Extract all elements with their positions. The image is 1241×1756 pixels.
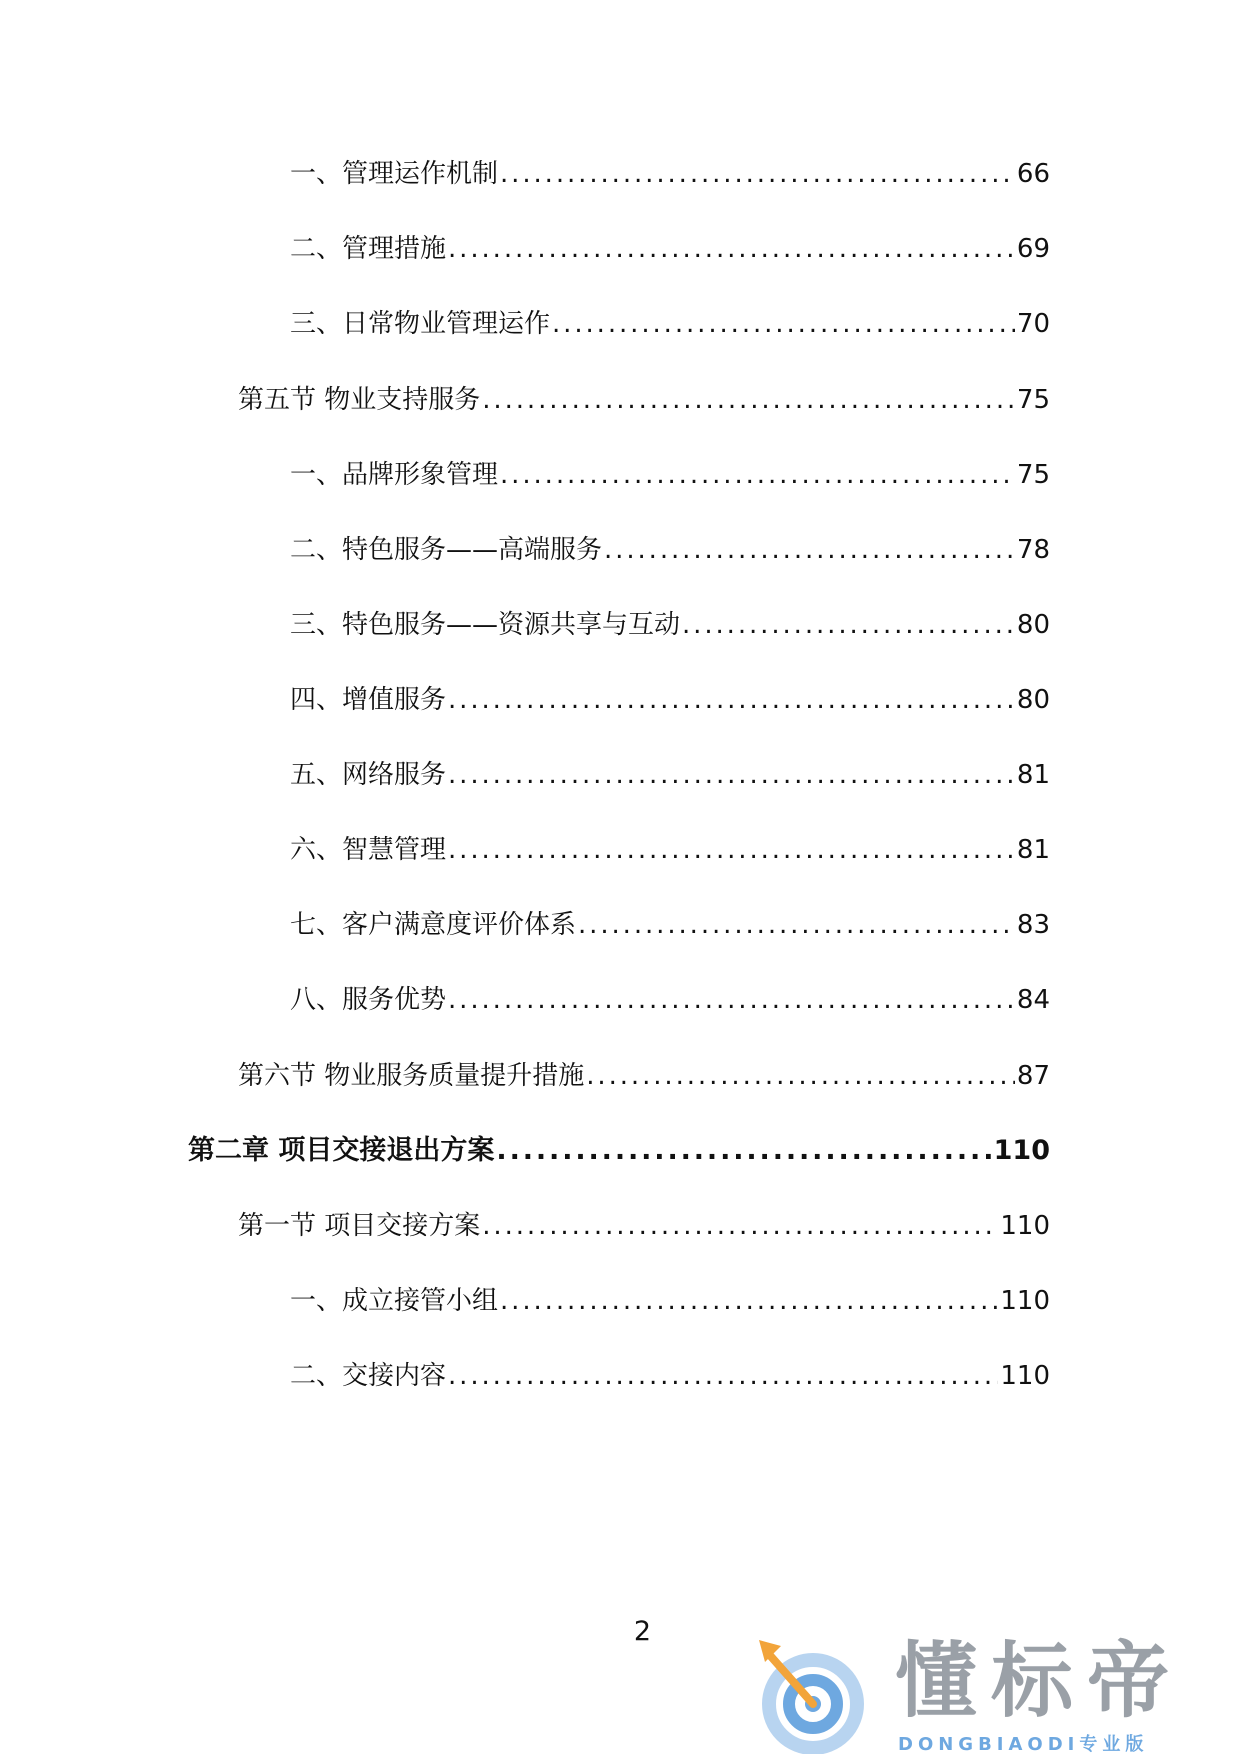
toc-title: 三、特色服务——资源共享与互动 <box>290 610 681 640</box>
toc-page: 75 <box>1016 385 1050 415</box>
toc-leader <box>482 1206 998 1246</box>
toc-page: 80 <box>1016 610 1050 640</box>
toc-page: 66 <box>1016 159 1050 189</box>
toc-title: 四、增值服务 <box>290 685 447 715</box>
toc-title: 第五节 物业支持服务 <box>238 385 481 415</box>
toc-page: 110 <box>1000 1361 1050 1391</box>
toc-entry[interactable] <box>290 304 1050 344</box>
toc-leader <box>552 304 1015 344</box>
toc-title: 三、日常物业管理运作 <box>290 309 551 339</box>
toc-entry[interactable] <box>290 680 1050 720</box>
watermark-name: 懂标帝 <box>895 1634 1184 1729</box>
toc-leader <box>448 755 1015 795</box>
page-number: 2 <box>633 1616 652 1647</box>
toc-leader <box>682 605 1015 645</box>
toc-leader <box>482 380 1015 420</box>
toc-title: 一、成立接管小组 <box>290 1286 499 1316</box>
toc-page: 110 <box>1000 1211 1050 1241</box>
toc-entry[interactable] <box>238 1206 1050 1246</box>
toc-title: 第二章 项目交接退出方案 <box>188 1135 495 1166</box>
toc-page: 80 <box>1016 685 1050 715</box>
toc-title: 一、品牌形象管理 <box>290 460 499 490</box>
toc-leader <box>448 980 1015 1020</box>
toc-entry-chapter[interactable] <box>188 1131 1050 1171</box>
toc-title: 七、客户满意度评价体系 <box>290 910 577 940</box>
toc-leader <box>586 1056 1015 1096</box>
toc-entry[interactable] <box>290 154 1050 194</box>
toc-page: 84 <box>1016 985 1050 1015</box>
toc-leader <box>500 455 1015 495</box>
toc-entry[interactable] <box>290 755 1050 795</box>
toc-page: 83 <box>1016 910 1050 940</box>
toc-page: 75 <box>1016 460 1050 490</box>
toc-entry[interactable] <box>290 980 1050 1020</box>
toc-page: 81 <box>1016 835 1050 865</box>
toc-entry[interactable] <box>290 905 1050 945</box>
toc-entry[interactable] <box>238 380 1050 420</box>
toc-page: 70 <box>1016 309 1050 339</box>
toc-leader <box>448 1356 998 1396</box>
toc-entry[interactable] <box>290 1356 1050 1396</box>
toc-leader <box>604 530 1015 570</box>
toc-title: 一、管理运作机制 <box>290 159 499 189</box>
toc-page: 78 <box>1016 535 1050 565</box>
toc-title: 第六节 物业服务质量提升措施 <box>238 1061 585 1091</box>
toc-leader <box>500 1281 998 1321</box>
toc-entry[interactable] <box>290 1281 1050 1321</box>
toc-leader <box>496 1131 991 1171</box>
toc-page: 81 <box>1016 760 1050 790</box>
toc-entry[interactable] <box>290 455 1050 495</box>
toc-entry[interactable] <box>290 530 1050 570</box>
toc-title: 八、服务优势 <box>290 985 447 1015</box>
target-logo-icon <box>753 1632 883 1754</box>
toc-page: 110 <box>993 1135 1050 1166</box>
toc-leader <box>448 830 1015 870</box>
toc-leader <box>448 680 1015 720</box>
toc-title: 五、网络服务 <box>290 760 447 790</box>
toc-title: 二、交接内容 <box>290 1361 447 1391</box>
toc-entry[interactable] <box>290 229 1050 269</box>
toc-page: 110 <box>1000 1286 1050 1316</box>
toc-title: 二、管理措施 <box>290 234 447 264</box>
toc-entry[interactable] <box>290 605 1050 645</box>
watermark <box>745 1632 1241 1754</box>
toc-page: 87 <box>1016 1061 1050 1091</box>
toc-leader <box>448 229 1015 269</box>
toc-entry[interactable] <box>290 830 1050 870</box>
toc-title: 六、智慧管理 <box>290 835 447 865</box>
toc-entry[interactable] <box>238 1056 1050 1096</box>
toc-page: 69 <box>1016 234 1050 264</box>
toc-title: 第一节 项目交接方案 <box>238 1211 481 1241</box>
watermark-subtitle: DONGBIAODI专业版 <box>898 1734 1149 1755</box>
toc-leader <box>500 154 1015 194</box>
toc-title: 二、特色服务——高端服务 <box>290 535 603 565</box>
toc-leader <box>578 905 1015 945</box>
